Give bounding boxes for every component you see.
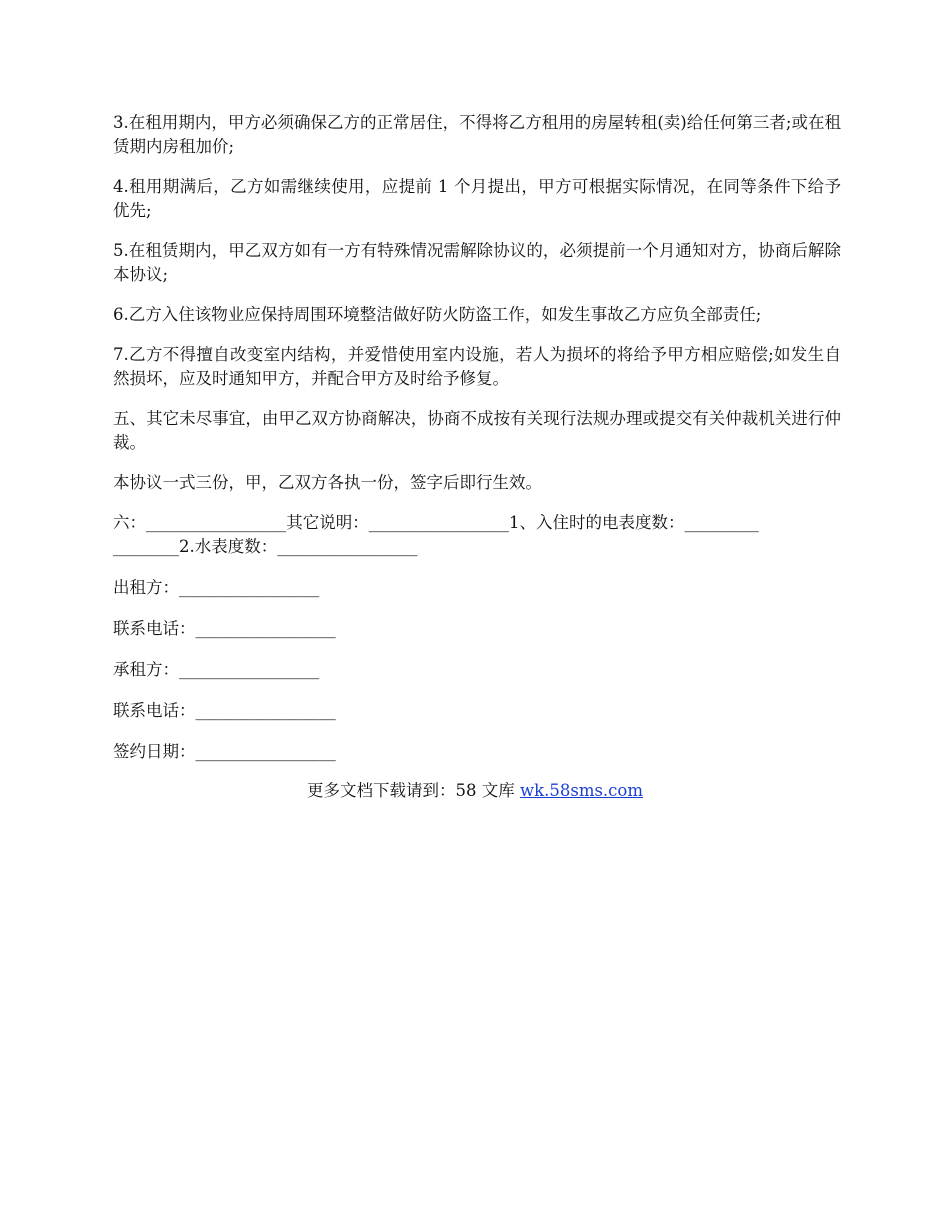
lessee-field: 承租方：_________________ xyxy=(113,660,320,679)
footer-link[interactable]: wk.58sms.com xyxy=(519,781,643,800)
sign-date-field: 签约日期：_________________ xyxy=(113,742,336,761)
lessee-phone-field: 联系电话：_________________ xyxy=(113,701,336,720)
clause-6: 6.乙方入住该物业应保持周围环境整洁做好防火防盗工作，如发生事故乙方应负全部责任; xyxy=(113,305,762,324)
effectiveness-statement: 本协议一式三份，甲，乙双方各执一份，签字后即行生效。 xyxy=(113,473,542,492)
clause-3: 3.在租用期内，甲方必须确保乙方的正常居住，不得将乙方租用的房屋转租(卖)给任何第三者;或在租赁期内房租加价; xyxy=(113,113,841,156)
section-five: 五、其它未尽事宜，由甲乙双方协商解决，协商不成按有关现行法规办理或提交有关仲裁机关进行仲裁。 xyxy=(113,409,841,452)
clause-4: 4.租用期满后，乙方如需继续使用，应提前 1 个月提出，甲方可根据实际情况，在同等条件下给予优先; xyxy=(113,177,841,220)
section-six-line-2: ________2.水表度数：_________________ xyxy=(113,537,418,556)
lessor-phone-field: 联系电话：_________________ xyxy=(113,619,336,638)
document-body xyxy=(113,111,841,781)
lessor-field: 出租方：_________________ xyxy=(113,578,320,597)
section-six xyxy=(113,511,841,559)
section-six-line-1: 六：_________________其它说明：_________________1、入住时的电表度数：_________ xyxy=(113,513,759,532)
clause-7: 7.乙方不得擅自改变室内结构，并爱惜使用室内设施，若人为损坏的将给予甲方相应赔偿;如发生自然损坏，应及时通知甲方，并配合甲方及时给予修复。 xyxy=(113,345,841,388)
footer xyxy=(0,779,950,803)
clause-5: 5.在租赁期内，甲乙双方如有一方有特殊情况需解除协议的，必须提前一个月通知对方，协商后解除本协议; xyxy=(113,241,841,284)
footer-text: 更多文档下载请到：58 文库 xyxy=(306,781,520,800)
